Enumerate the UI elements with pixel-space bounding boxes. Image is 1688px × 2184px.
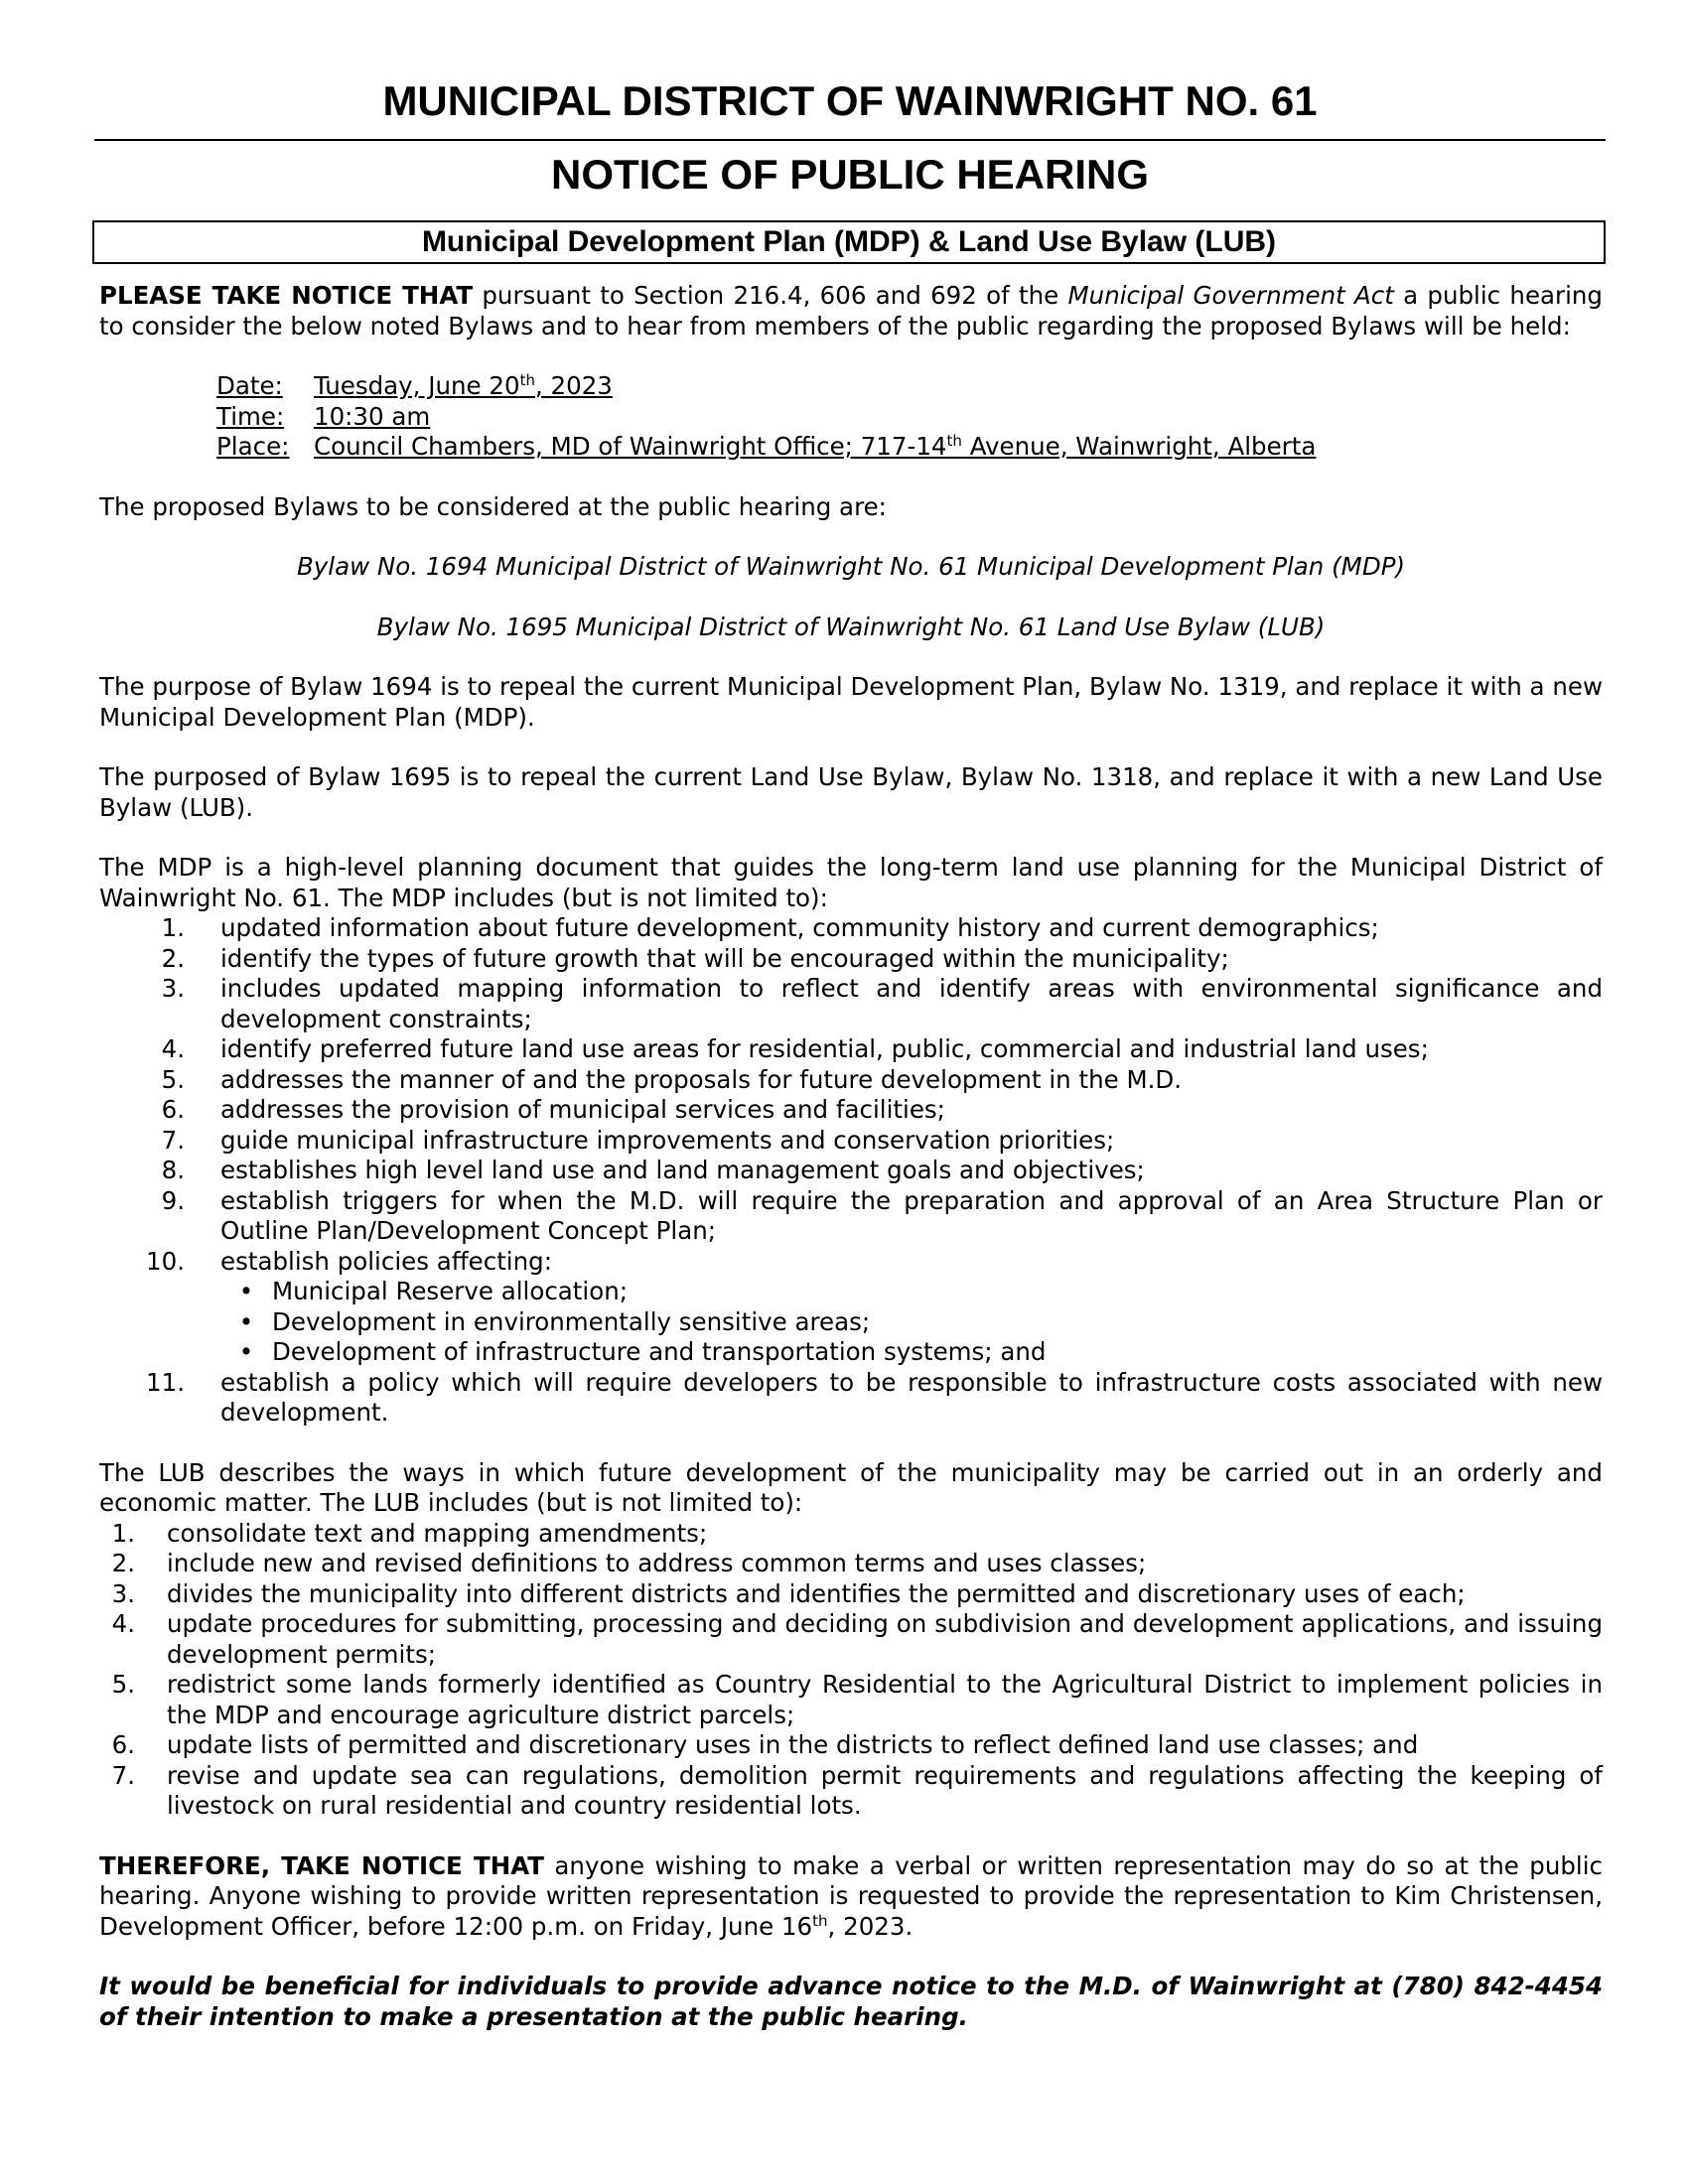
notice-body — [99, 281, 1603, 2032]
hearing-date-row — [216, 371, 1603, 402]
list-item: 5. addresses the manner of and the proposals for future development in the M.D. — [161, 1064, 1183, 1094]
list-item: 11. establish a policy which will require developers to be responsible to infrastructure costs associated with new development. — [146, 1367, 1603, 1427]
list-item: 9. establish triggers for when the M.D. will require the preparation and approval of an Area Structure Plan or Outline Plan/Development Concept Plan; — [161, 1185, 1603, 1245]
therefore-paragraph: THEREFORE, TAKE NOTICE THAT anyone wishing to make a verbal or written representation may do so at the public hearing. Anyone wishing to provide written representation is requested to provide the representation to Kim Christensen, Development Officer, before 12:00 p.m. on Friday, June 16th, 2023. — [99, 1850, 1603, 1941]
hearing-place-row — [216, 432, 1603, 463]
mdp-list — [99, 913, 1603, 1429]
list-item: 1. consolidate text and mapping amendments; — [111, 1518, 708, 1548]
list-item: 2. include new and revised definitions to address common terms and uses classes; — [111, 1549, 1147, 1577]
hearing-date: Tuesday, June 20th, 2023 — [314, 370, 613, 400]
list-item: 3. divides the municipality into different districts and identifies the permitted and discretionary uses of each; — [111, 1578, 1466, 1608]
time-label: Time: — [216, 401, 285, 431]
lub-list — [99, 1519, 1603, 1822]
list-item: 6. addresses the provision of municipal services and facilities; — [161, 1095, 945, 1124]
bylaw-1695-title: Bylaw No. 1695 Municipal District of Wainwright No. 61 Land Use Bylaw (LUB) — [376, 612, 1326, 641]
list-item: 2. identify the types of future growth that will be encouraged within the municipality; — [161, 943, 1229, 973]
hearing-details — [216, 371, 1603, 463]
purpose-1694: The purpose of Bylaw 1694 is to repeal the current Municipal Development Plan, Bylaw No. 1319, and replace it with a new Municipal Development Plan (MDP). — [99, 672, 1603, 732]
list-item: 7. revise and update sea can regulations, demolition permit requirements and regulations affecting the keeping of livestock on rural residential and country residential lots. — [111, 1760, 1603, 1820]
hearing-time: 10:30 am — [314, 401, 431, 431]
closing-note: It would be beneficial for individuals to provide advance notice to the M.D. of Wainwright at (780) 842-4454 of their intention to make a presentation at the public hearing. — [99, 1972, 1603, 2031]
district-title: MUNICIPAL DISTRICT OF WAINWRIGHT NO. 61 — [94, 71, 1606, 141]
list-item: 5. redistrict some lands formerly identified as Country Residential to the Agricultural District to implement policies in the MDP and encourage agriculture district parcels; — [111, 1670, 1603, 1729]
date-label: Date: — [216, 371, 283, 400]
intro-text-b: a public hearing to consider the below noted Bylaws and to hear from members of the public regarding the proposed Bylaws will be held: — [99, 281, 1603, 341]
place-label: Place: — [216, 432, 290, 461]
list-item: 1. updated information about future development, community history and current demographics; — [161, 913, 1379, 942]
list-item: 3. includes updated mapping information to reflect and identify areas with environmental significance and development constraints; — [161, 974, 1603, 1033]
bullet-icon: • — [238, 1306, 254, 1336]
list-item: 10. establish policies affecting: • Municipal Reserve allocation; • Development in environmentally sensitive areas; • Development of infrastructure and transportation systems; and — [99, 1247, 1603, 1368]
bullet-icon: • — [238, 1337, 254, 1366]
intro-lead: PLEASE TAKE NOTICE THAT — [99, 281, 474, 310]
list-item: 8. establishes high level land use and land management goals and objectives; — [161, 1156, 1145, 1184]
proposed-intro: The proposed Bylaws to be considered at the public hearing are: — [99, 491, 887, 521]
subject-box: Municipal Development Plan (MDP) & Land Use Bylaw (LUB) — [92, 220, 1606, 264]
list-item: 4. identify preferred future land use areas for residential, public, commercial and industrial land uses; — [161, 1034, 1429, 1063]
lub-intro: The LUB describes the ways in which future development of the municipality may be carried out in an orderly and economic matter. The LUB includes (but is not limited to): — [99, 1457, 1603, 1517]
mdp-intro: The MDP is a high-level planning document that guides the long-term land use planning for the Municipal District of Wainwright No. 61. The MDP includes (but is not limited to): — [99, 853, 1603, 912]
hearing-time-row — [216, 402, 1603, 433]
bullet-item: • Municipal Reserve allocation; — [220, 1277, 1603, 1307]
therefore-lead: THEREFORE, TAKE NOTICE THAT — [99, 1850, 544, 1880]
list-item: 7. guide municipal infrastructure improvements and conservation priorities; — [161, 1125, 1115, 1155]
hearing-place: Council Chambers, MD of Wainwright Office; 717-14th Avenue, Wainwright, Alberta — [314, 431, 1317, 461]
notice-title: NOTICE OF PUBLIC HEARING — [550, 151, 1149, 198]
intro-text-a: pursuant to Section 216.4, 606 and 692 of the — [473, 281, 1068, 310]
bullet-item: • Development in environmentally sensitive areas; — [220, 1307, 1603, 1338]
intro-paragraph — [99, 281, 1603, 341]
bylaw-1694-title: Bylaw No. 1694 Municipal District of Wainwright No. 61 Municipal Development Plan (MDP) — [296, 552, 1406, 581]
policy-bullets — [220, 1277, 1603, 1368]
bullet-item: • Development of infrastructure and transportation systems; and — [220, 1337, 1603, 1368]
list-item: 4. update procedures for submitting, processing and deciding on subdivision and development applications, and issuing development permits; — [111, 1609, 1603, 1669]
list-item: 6. update lists of permitted and discretionary uses in the districts to reflect defined land use classes; and — [111, 1730, 1419, 1759]
bullet-icon: • — [238, 1277, 254, 1305]
act-name: Municipal Government Act — [1067, 281, 1394, 310]
purpose-1695: The purposed of Bylaw 1695 is to repeal the current Land Use Bylaw, Bylaw No. 1318, and replace it with a new Land Use Bylaw (LUB). — [99, 762, 1603, 822]
